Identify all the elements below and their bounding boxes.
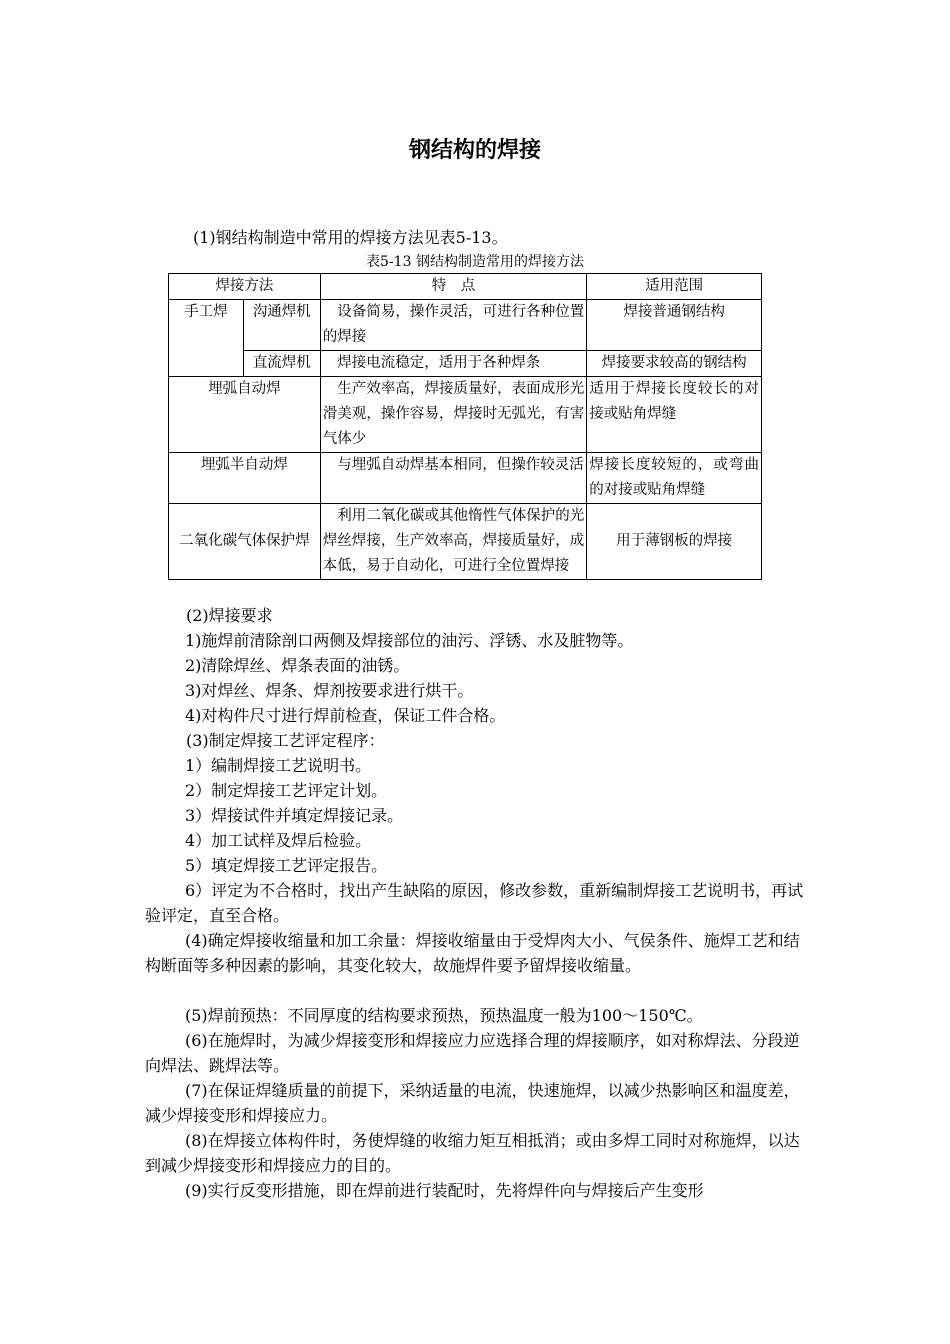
- table-row: [169, 377, 762, 453]
- body-paragraph: (5)焊前预热：不同厚度的结构要求预热，预热温度一般为100～150℃。: [185, 1006, 703, 1025]
- intro-paragraph: (1)钢结构制造中常用的焊接方法见表5-13。: [193, 228, 508, 247]
- body-paragraph: (8)在焊接立体构件时，务使焊缝的收缩力矩互相抵消；或由多焊工同时对称施焊，以达到减少焊接变形和焊接应力的目的。: [145, 1131, 800, 1175]
- table-row: [169, 453, 762, 504]
- body-paragraph: 3)对焊丝、焊条、焊剂按要求进行烘干。: [185, 681, 474, 700]
- body-paragraph: 6）评定为不合格时，找出产生缺陷的原因，修改参数，重新编制焊接工艺说明书，再试验评定，直至合格。: [145, 881, 804, 925]
- section-heading: (3)制定焊接工艺评定程序：: [186, 731, 385, 750]
- body-paragraph: 5）填定焊接工艺评定报告。: [185, 856, 388, 875]
- header-features: 特 点: [320, 274, 587, 300]
- cell-features: 焊接电流稳定，适用于各种焊条: [320, 351, 587, 377]
- cell-scope: 焊接普通钢结构: [587, 300, 762, 351]
- body-paragraph: 2)清除焊丝、焊条表面的油锈。: [185, 656, 410, 675]
- cell-method: 二氧化碳气体保护焊: [169, 504, 321, 580]
- cell-features: 利用二氧化碳或其他惰性气体保护的光焊丝焊接，生产效率高，焊接质量好，成本低，易于自动化，可进行全位置焊接: [320, 504, 587, 580]
- body-paragraph: 4）加工试样及焊后检验。: [185, 831, 372, 850]
- table-row: [169, 300, 762, 351]
- cell-submethod: 沟通焊机: [243, 300, 320, 351]
- cell-method: 埋弧自动焊: [169, 377, 321, 453]
- cell-scope: 用于薄钢板的焊接: [587, 504, 762, 580]
- cell-features: 与埋弧自动焊基本相同，但操作较灵活: [320, 453, 587, 504]
- table-row: [169, 351, 762, 377]
- body-paragraph: (9)实行反变形措施，即在焊前进行装配时，先将焊件向与焊接后产生变形: [185, 1181, 704, 1200]
- cell-submethod: 直流焊机: [243, 351, 320, 377]
- cell-features: 生产效率高，焊接质量好，表面成形光滑美观，操作容易，焊接时无弧光，有害气体少: [320, 377, 587, 453]
- table-header-row: [169, 274, 762, 300]
- welding-methods-table: [168, 273, 762, 580]
- document-title: 钢结构的焊接: [408, 138, 541, 163]
- body-paragraph: 1）编制焊接工艺说明书。: [185, 756, 372, 775]
- cell-method-group: 手工焊: [169, 300, 244, 377]
- body-paragraph: 4)对构件尺寸进行焊前检查，保证工件合格。: [185, 706, 506, 725]
- section-heading: (2)焊接要求: [186, 606, 273, 625]
- cell-scope: 焊接长度较短的，或弯曲的对接或贴角焊缝: [587, 453, 762, 504]
- body-paragraph: 3）焊接试件并填定焊接记录。: [185, 806, 404, 825]
- body-paragraph: (6)在施焊时，为减少焊接变形和焊接应力应选择合理的焊接顺序，如对称焊法、分段逆向焊法、跳焊法等。: [145, 1031, 800, 1075]
- header-scope: 适用范围: [587, 274, 762, 300]
- header-method: 焊接方法: [169, 274, 321, 300]
- body-paragraph: (4)确定焊接收缩量和加工余量：焊接收缩量由于受焊肉大小、气侯条件、施焊工艺和结构断面等多种因素的影响，其变化较大，故施焊件要予留焊接收缩量。: [145, 931, 800, 975]
- table-row: [169, 504, 762, 580]
- table-caption: 表5-13 钢结构制造常用的焊接方法: [366, 254, 584, 270]
- body-paragraph: 1)施焊前清除剖口两侧及焊接部位的油污、浮锈、水及脏物等。: [185, 631, 634, 650]
- cell-features: 设备简易，操作灵活，可进行各种位置的焊接: [320, 300, 587, 351]
- body-paragraph: 2）制定焊接工艺评定计划。: [185, 781, 388, 800]
- cell-scope: 焊接要求较高的钢结构: [587, 351, 762, 377]
- body-paragraph: (7)在保证焊缝质量的前提下，采纳适量的电流，快速施焊，以减少热影响区和温度差，减少焊接变形和焊接应力。: [145, 1081, 800, 1125]
- cell-method: 埋弧半自动焊: [169, 453, 321, 504]
- cell-scope: 适用于焊接长度较长的对接或贴角焊缝: [587, 377, 762, 453]
